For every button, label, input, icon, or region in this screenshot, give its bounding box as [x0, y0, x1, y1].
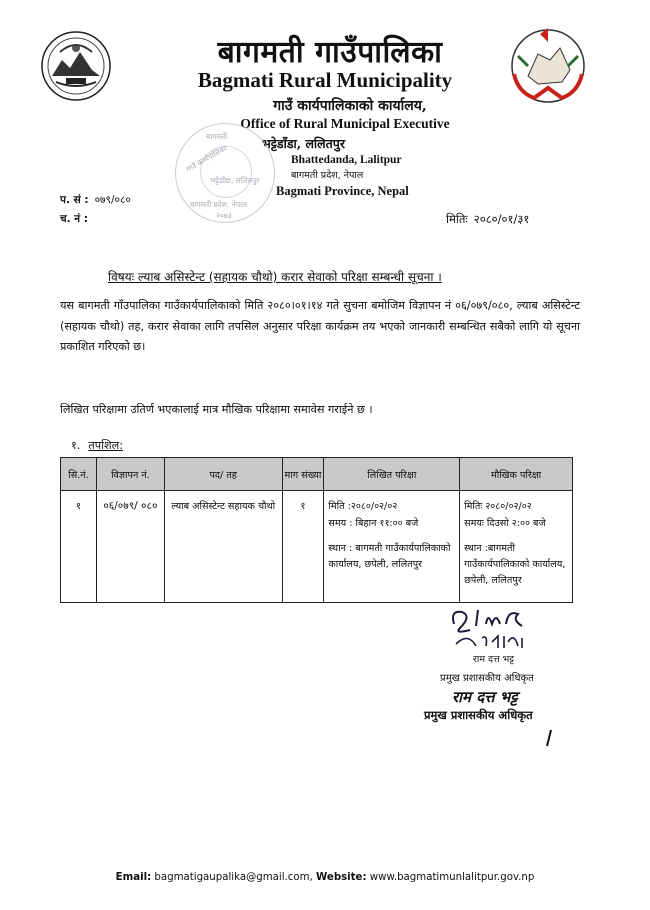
municipality-title-en: Bagmati Rural Municipality [197, 68, 453, 92]
notice-paragraph: यस बागमती गाँउपालिका गाउँकार्यपालिकाको मिति २०८०।०१।१४ गते सुचना बमोजिम विज्ञापन नं ०६/०७९/०८०, ल्याब असिस्टेन्ट (सहायक चौथो) तह, करार सेवाका लागि तपसिल अनुसार परिक्षा कार्यक्रम तय भएको जानकारी सम्बन्धित सबैको लागि यो सूचना प्रकाशित गरिएको छ। [60, 299, 580, 353]
notice-date: मितिः २०८०/०१/३१ [446, 212, 530, 226]
location-np: भट्टेडाँडा, ललितपुर [262, 136, 345, 151]
ref-ps: प. सं : ०७९/०८० [60, 194, 131, 206]
cell-post: ल्याब असिस्टेन्ट सहायक चौथो [164, 491, 282, 603]
cell-oral-exam [460, 491, 573, 603]
written-date: मिति :२०८०/०२/०२ [328, 501, 398, 512]
col-header-written: लिखित परिक्षा [324, 458, 460, 491]
cell-sn: १ [61, 491, 97, 603]
signature-stamp-title: प्रमुख प्रशासकीय अधिकृत [424, 708, 533, 722]
col-header-post: पद/ तह [164, 458, 282, 491]
exam-schedule-table [60, 457, 573, 603]
handwritten-signature [448, 602, 558, 654]
col-header-count: माग संख्या [282, 458, 324, 491]
footer-website[interactable]: www.bagmatimunlalitpur.gov.np [369, 872, 535, 883]
notice-note: लिखित परिक्षामा उतिर्ण भएकालाई मात्र मौखिक परिक्षामा समावेस गराईने छ । [60, 403, 373, 416]
oral-place: स्थान :बागमती गाउँकार्यपालिकाको कार्यालय, छपेली, ललितपुर [464, 543, 566, 586]
notice-subject: विषयः ल्याब असिस्टेन्ट (सहायक चौथो) करार सेवाको परिक्षा सम्बन्धी सूचना । [108, 270, 442, 284]
location-en: Bhattedanda, Lalitpur [291, 154, 402, 166]
col-header-sn: सि.नं. [61, 458, 97, 491]
province-en: Bagmati Province, Nepal [276, 184, 409, 198]
footer-email[interactable]: bagmatigaupalika@gmail.com, [154, 872, 313, 883]
table-row [61, 491, 573, 603]
signatory-name: राम दत्त भट्ट [473, 654, 514, 665]
province-emblem-right [508, 26, 588, 106]
oral-date: मितिः २०८०/०२/०२ [464, 501, 532, 512]
section-heading: १. तपशिल: [71, 439, 123, 452]
cell-count: १ [282, 491, 324, 603]
office-name-np: गाउँ कार्यपालिकाको कार्यालय, [273, 98, 427, 114]
col-header-oral: मौखिक परिक्षा [460, 458, 573, 491]
province-np: बागमती प्रदेश, नेपाल [291, 170, 364, 181]
written-time: समय : बिहान ११:०० बजे [328, 518, 419, 529]
oral-time: समयः दिउसो २:०० बजे [464, 518, 546, 529]
footer-contact: Email: bagmatigaupalika@gmail.com, Website: www.bagmatimunlalitpur.gov.np [115, 872, 535, 883]
ref-chn: च. नं : [60, 213, 88, 225]
signatory-title: प्रमुख प्रशासकीय अधिकृत [440, 673, 534, 684]
cell-written-exam [324, 491, 460, 603]
table-header-row [61, 458, 573, 491]
signature-stamp-name: राम दत्त भट्ट [452, 688, 518, 706]
nepal-emblem-left [40, 30, 112, 102]
pen-mark [544, 728, 554, 748]
office-name-en: Office of Rural Municipal Executive [240, 116, 450, 131]
cell-ad-no: ०६/०७९/ ०८० [96, 491, 164, 603]
office-stamp: बागमती गाउँ कार्यपालिका भट्टेडाँडा, ललितपुर बागमती प्रदेश, नेपाल २०७३ [175, 123, 275, 223]
col-header-ad-no: विज्ञापन नं. [96, 458, 164, 491]
municipality-title-np: बागमती गाउँपालिका [217, 35, 443, 70]
written-place: स्थान : बागमती गाउँकार्यपालिकाको कार्यालय, छपेली, ललितपुर [328, 543, 451, 570]
